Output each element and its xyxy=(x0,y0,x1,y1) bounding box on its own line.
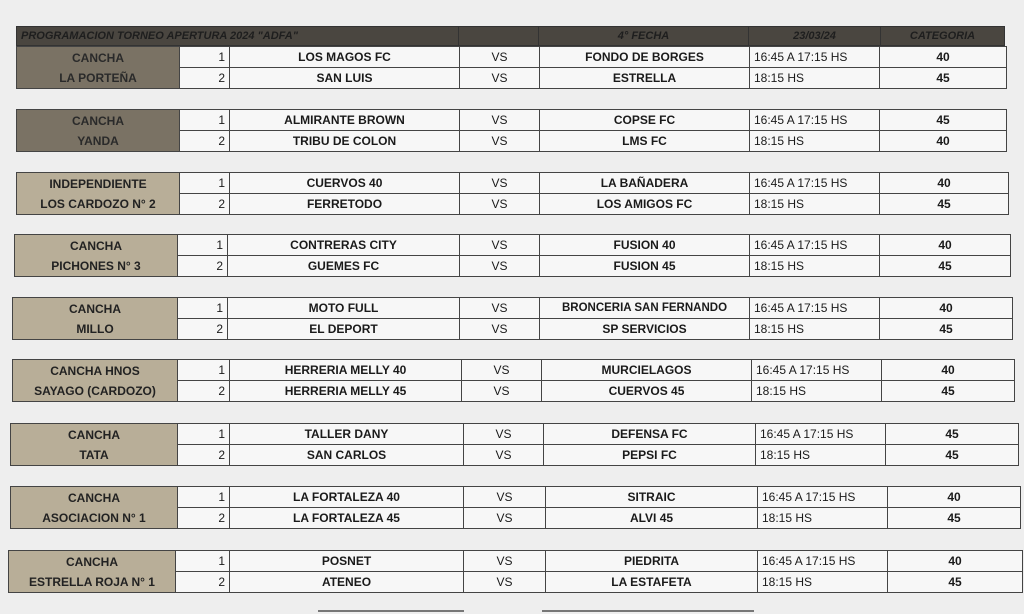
venue-cell xyxy=(17,110,180,152)
venue-line-1: CANCHA xyxy=(66,554,118,569)
venue-line-2: LA PORTEÑA xyxy=(59,70,137,85)
venue-line-1: CANCHA xyxy=(69,301,121,316)
match-number: 2 xyxy=(180,68,230,89)
match-block xyxy=(12,297,1013,340)
match-category: 45 xyxy=(880,319,1013,340)
away-team: BRONCERIA SAN FERNANDO xyxy=(540,298,750,319)
home-team: HERRERIA MELLY 40 xyxy=(230,360,462,381)
match-number: 2 xyxy=(178,381,230,402)
match-time: 16:45 A 17:15 HS xyxy=(750,47,880,68)
away-team: CUERVOS 45 xyxy=(542,381,752,402)
header-spacer xyxy=(459,27,539,46)
venue-cell xyxy=(17,173,180,215)
venue-line-1: CANCHA xyxy=(68,427,120,442)
away-team: LMS FC xyxy=(540,131,750,152)
date-label: 23/03/24 xyxy=(749,27,881,46)
venue-line-1: CANCHA xyxy=(72,113,124,128)
venue-line-1: INDEPENDIENTE xyxy=(49,176,147,191)
match-category: 40 xyxy=(880,298,1013,319)
away-team: SP SERVICIOS xyxy=(540,319,750,340)
vs-label: VS xyxy=(462,381,542,402)
tournament-title: PROGRAMACION TORNEO APERTURA 2024 "ADFA" xyxy=(17,27,459,46)
vs-label: VS xyxy=(464,572,546,593)
match-number: 2 xyxy=(178,319,228,340)
match-time: 16:45 A 17:15 HS xyxy=(756,424,886,445)
match-time: 16:45 A 17:15 HS xyxy=(752,360,882,381)
away-team: COPSE FC xyxy=(540,110,750,131)
vs-label: VS xyxy=(460,194,540,215)
match-time: 16:45 A 17:15 HS xyxy=(750,298,880,319)
vs-label: VS xyxy=(460,319,540,340)
match-number: 2 xyxy=(180,194,230,215)
match-category: 45 xyxy=(888,508,1021,529)
venue-line-1: CANCHA HNOS xyxy=(50,363,140,378)
away-team: PEPSI FC xyxy=(544,445,756,466)
match-number: 1 xyxy=(178,487,230,508)
match-number: 1 xyxy=(178,235,228,256)
venue-line-2: ESTRELLA ROJA N° 1 xyxy=(29,574,155,589)
match-category: 40 xyxy=(882,360,1015,381)
match-category: 45 xyxy=(888,572,1023,593)
home-team: HERRERIA MELLY 45 xyxy=(230,381,462,402)
home-team: LOS MAGOS FC xyxy=(230,47,460,68)
away-team: LA BAÑADERA xyxy=(540,173,750,194)
home-team: CONTRERAS CITY xyxy=(228,235,460,256)
venue-line-2: YANDA xyxy=(77,133,119,148)
match-category: 45 xyxy=(880,110,1007,131)
match-time: 16:45 A 17:15 HS xyxy=(758,551,888,572)
venue-cell xyxy=(13,298,178,340)
home-team: TALLER DANY xyxy=(230,424,464,445)
home-team: SAN CARLOS xyxy=(230,445,464,466)
vs-label: VS xyxy=(464,487,546,508)
vs-label: VS xyxy=(464,424,544,445)
match-time: 16:45 A 17:15 HS xyxy=(750,110,880,131)
match-category: 45 xyxy=(886,424,1019,445)
match-number: 2 xyxy=(178,445,230,466)
venue-cell xyxy=(11,487,178,529)
away-team: FONDO DE BORGES xyxy=(540,47,750,68)
match-number: 1 xyxy=(178,360,230,381)
schedule-header xyxy=(16,26,1005,46)
match-time: 18:15 HS xyxy=(758,572,888,593)
home-team: ATENEO xyxy=(230,572,464,593)
home-team: SAN LUIS xyxy=(230,68,460,89)
away-team: LOS AMIGOS FC xyxy=(540,194,750,215)
match-number: 2 xyxy=(176,572,230,593)
match-category: 45 xyxy=(880,256,1011,277)
away-team: ESTRELLA xyxy=(540,68,750,89)
away-team: MURCIELAGOS xyxy=(542,360,752,381)
match-block xyxy=(10,486,1021,529)
venue-cell xyxy=(15,235,178,277)
match-category: 40 xyxy=(888,551,1023,572)
venue-line-2: PICHONES N° 3 xyxy=(51,258,141,273)
match-time: 16:45 A 17:15 HS xyxy=(750,235,880,256)
vs-label: VS xyxy=(460,131,540,152)
venue-line-2: SAYAGO (CARDOZO) xyxy=(34,383,156,398)
venue-line-1: CANCHA xyxy=(68,490,120,505)
match-category: 40 xyxy=(880,235,1011,256)
away-team: LA ESTAFETA xyxy=(546,572,758,593)
match-time: 18:15 HS xyxy=(750,319,880,340)
match-block xyxy=(8,550,1023,593)
match-block xyxy=(14,234,1011,277)
bottom-divider-right xyxy=(542,610,754,612)
vs-label: VS xyxy=(460,47,540,68)
away-team: ALVI 45 xyxy=(546,508,758,529)
vs-label: VS xyxy=(460,298,540,319)
match-category: 45 xyxy=(880,194,1009,215)
home-team: LA FORTALEZA 45 xyxy=(230,508,464,529)
match-number: 1 xyxy=(180,47,230,68)
home-team: ALMIRANTE BROWN xyxy=(230,110,460,131)
match-number: 1 xyxy=(178,298,228,319)
bottom-divider-left xyxy=(318,610,464,612)
match-time: 18:15 HS xyxy=(750,256,880,277)
match-number: 2 xyxy=(178,508,230,529)
venue-line-1: CANCHA xyxy=(72,50,124,65)
vs-label: VS xyxy=(464,508,546,529)
match-time: 16:45 A 17:15 HS xyxy=(750,173,880,194)
home-team: FERRETODO xyxy=(230,194,460,215)
away-team: DEFENSA FC xyxy=(544,424,756,445)
match-time: 18:15 HS xyxy=(750,68,880,89)
away-team: FUSION 45 xyxy=(540,256,750,277)
vs-label: VS xyxy=(462,360,542,381)
venue-line-2: ASOCIACION N° 1 xyxy=(42,510,146,525)
venue-cell xyxy=(9,551,176,593)
home-team: TRIBU DE COLON xyxy=(230,131,460,152)
match-category: 40 xyxy=(880,173,1009,194)
away-team: PIEDRITA xyxy=(546,551,758,572)
venue-line-2: MILLO xyxy=(76,321,114,336)
vs-label: VS xyxy=(460,173,540,194)
home-team: POSNET xyxy=(230,551,464,572)
match-category: 45 xyxy=(882,381,1015,402)
match-time: 18:15 HS xyxy=(752,381,882,402)
venue-line-1: CANCHA xyxy=(70,238,122,253)
home-team: CUERVOS 40 xyxy=(230,173,460,194)
vs-label: VS xyxy=(460,68,540,89)
vs-label: VS xyxy=(460,110,540,131)
match-time: 18:15 HS xyxy=(758,508,888,529)
match-category: 40 xyxy=(880,131,1007,152)
match-category: 45 xyxy=(886,445,1019,466)
home-team: MOTO FULL xyxy=(228,298,460,319)
match-time: 16:45 A 17:15 HS xyxy=(758,487,888,508)
venue-cell xyxy=(11,424,178,466)
vs-label: VS xyxy=(464,445,544,466)
home-team: GUEMES FC xyxy=(228,256,460,277)
away-team: SITRAIC xyxy=(546,487,758,508)
match-number: 2 xyxy=(180,131,230,152)
vs-label: VS xyxy=(460,235,540,256)
match-block xyxy=(16,172,1009,215)
home-team: LA FORTALEZA 40 xyxy=(230,487,464,508)
home-team: EL DEPORT xyxy=(228,319,460,340)
venue-cell xyxy=(17,47,180,89)
match-block xyxy=(12,359,1015,402)
match-time: 18:15 HS xyxy=(750,194,880,215)
match-category: 40 xyxy=(880,47,1007,68)
match-time: 18:15 HS xyxy=(756,445,886,466)
match-category: 40 xyxy=(888,487,1021,508)
match-block xyxy=(16,109,1007,152)
venue-line-2: LOS CARDOZO N° 2 xyxy=(40,196,156,211)
venue-cell xyxy=(13,360,178,402)
match-time: 18:15 HS xyxy=(750,131,880,152)
vs-label: VS xyxy=(464,551,546,572)
match-block xyxy=(16,46,1007,89)
match-number: 1 xyxy=(176,551,230,572)
category-header: CATEGORIA xyxy=(881,27,1005,46)
match-number: 1 xyxy=(180,110,230,131)
round-label: 4° FECHA xyxy=(539,27,749,46)
away-team: FUSION 40 xyxy=(540,235,750,256)
vs-label: VS xyxy=(460,256,540,277)
match-number: 1 xyxy=(178,424,230,445)
match-number: 2 xyxy=(178,256,228,277)
match-number: 1 xyxy=(180,173,230,194)
match-block xyxy=(10,423,1019,466)
venue-line-2: TATA xyxy=(79,447,109,462)
match-category: 45 xyxy=(880,68,1007,89)
